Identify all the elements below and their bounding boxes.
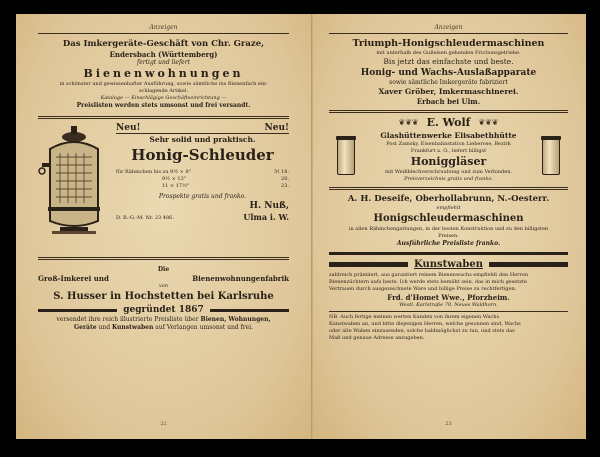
ad-graze-line: Preislisten werden stets umsonst und frei versandt. bbox=[76, 102, 251, 109]
ad-husser-founded: gegründet 1867 bbox=[123, 305, 204, 315]
ad-groeber bbox=[329, 38, 568, 106]
right-page-header: Anzeigen bbox=[434, 24, 463, 31]
ad-groeber-headline: Honig- und Wachs-Auslaßapparate bbox=[360, 68, 537, 78]
ad-separator bbox=[329, 252, 568, 255]
ad-graze bbox=[38, 39, 289, 110]
ad-dhomet-note: Kunstwaben an, und bitte diejenigen Herren, welche gesonnen sind, Wachs bbox=[329, 321, 521, 327]
ad-separator bbox=[329, 187, 568, 190]
ad-dhomet-note: Maß und genaue Adresse anzugeben. bbox=[329, 335, 425, 341]
ad-rule bbox=[329, 311, 568, 312]
ad-separator bbox=[38, 116, 289, 119]
right-page bbox=[312, 14, 586, 439]
neu-label: Neu! bbox=[116, 123, 141, 133]
left-page bbox=[16, 14, 312, 439]
ad-graze-line: Kataloge — Einschlägige Geschäftseinrichtung — bbox=[100, 95, 227, 101]
ad-separator bbox=[38, 257, 289, 260]
ad-husser-line: Geräte und Kunstwaben auf Verlangen umsonst und frei. bbox=[73, 324, 254, 331]
ad-deseife-line: Preisen. bbox=[438, 233, 459, 239]
ad-groeber-city: Erbach bei Ulm. bbox=[416, 97, 481, 106]
dimension-row: 9½ × 12" 20. bbox=[162, 176, 289, 182]
ad-groeber-line: mit unterhalb des Gußeisen gehenden Frictionsgetriebe. bbox=[376, 50, 521, 56]
ad-deseife-line: in allen Rähmchengattungen, in der besten Konstruktion und zu den billigsten bbox=[348, 226, 549, 232]
ad-nuss-patent: D. R.-G.-M. Nr. 23 486. bbox=[116, 215, 174, 221]
ad-dhomet bbox=[329, 259, 568, 342]
ad-dhomet-bar bbox=[489, 262, 568, 267]
ad-wolf bbox=[329, 116, 568, 183]
ad-dhomet-line: Vertrauen durch ausgezeichnete Ware und billige Preise zu rechtfertigen. bbox=[329, 286, 517, 292]
ad-graze-line: in schönster und gewissenhafter Ausführung, sowie sämtliche ins Bienenfach ein- bbox=[59, 81, 268, 87]
ad-husser-die: Die bbox=[157, 266, 170, 273]
ad-wolf-line: mit Weißblechverschraubung und zum Verbinden. bbox=[384, 169, 513, 175]
ad-dhomet-line: Bienenzüchtern aufs beste. Ich werde stets bemüht sein, das in mich gesetzte bbox=[329, 279, 527, 285]
ad-dhomet-bar bbox=[329, 262, 408, 267]
ad-husser-line: versendet ihre reich illustrierte Preisliste über Bienen, Wohnungen, bbox=[56, 316, 271, 323]
ad-graze-line: schlagende Artikel. bbox=[138, 88, 189, 94]
header-rule bbox=[38, 33, 289, 34]
ad-wolf-line: Post Zamsky, Eisenbahnstation Lieberose, Bezirk bbox=[386, 141, 511, 147]
ad-dhomet-note: NB. Auch fertige meinen werten Kunden von ihrem eigenen Wachs bbox=[329, 314, 500, 320]
ad-groeber-line: Bis jetzt das einfachste und beste. bbox=[383, 57, 514, 66]
ad-nuss-subtitle: Sehr solid und praktisch. bbox=[149, 135, 256, 144]
ad-husser-name: S. Husser in Hochstetten bei Karlsruhe bbox=[53, 291, 274, 302]
ad-nuss bbox=[38, 123, 289, 251]
ad-graze-place: Endersbach (Württemberg) bbox=[109, 50, 218, 59]
ad-graze-line: fertigt und liefert bbox=[136, 59, 191, 66]
ad-wolf-line: Preisverzeichnis gratis und franko. bbox=[404, 176, 493, 182]
book-spread bbox=[16, 14, 586, 439]
ornament-icon: ❦❦❦ bbox=[478, 118, 499, 127]
ad-graze-title: Das Imkergeräte-Geschäft von Chr. Graze, bbox=[62, 39, 265, 49]
ad-nuss-prospekte: Prospekte gratis und franko. bbox=[158, 193, 247, 200]
ad-wolf-name: E. Wolf bbox=[426, 116, 471, 129]
honey-jar-illustration bbox=[542, 139, 560, 175]
ad-deseife-name: A. H. Deseife, Oberhollabrunn, N.-Oesterr. bbox=[347, 194, 550, 204]
ad-dhomet-maker: Frd. d'Homet Wwe., Pforzheim. bbox=[387, 293, 510, 302]
dimension-row: 11 × 17½" 23. bbox=[162, 183, 289, 189]
ad-dhomet-addr: Westl. Karlstraße 70, Neues Waldhorn. bbox=[399, 302, 498, 308]
ad-deseife bbox=[329, 194, 568, 248]
ad-husser-line: Bienenwohnungenfabrik bbox=[192, 274, 289, 283]
ad-groeber-maker: Xaver Gröber, Imkermaschinerei. bbox=[378, 87, 519, 96]
ad-groeber-title: Triumph-Honigschleudermaschinen bbox=[352, 38, 545, 49]
ad-husser-von: von bbox=[158, 283, 169, 289]
ad-deseife-line: Ausführliche Preisliste franko. bbox=[396, 240, 501, 247]
ad-husser-bar bbox=[38, 309, 117, 312]
ad-deseife-line: empfiehlt bbox=[436, 205, 461, 211]
ad-separator bbox=[329, 110, 568, 113]
ad-husser bbox=[38, 266, 289, 332]
ad-nuss-product: Honig-Schleuder bbox=[131, 146, 274, 164]
ad-dhomet-line: zahlreich prämiiert, aus garantiert reinem Bienenwachs empfiehlt den Herren bbox=[329, 272, 529, 278]
left-page-number: 22 bbox=[160, 421, 167, 427]
honey-extractor-illustration bbox=[38, 123, 112, 241]
ad-wolf-line: Glashüttenwerke Elisabethhütte bbox=[380, 131, 517, 140]
ad-nuss-city: Ulma i. W. bbox=[243, 212, 289, 222]
header-rule bbox=[329, 33, 568, 34]
neu-label: Neu! bbox=[264, 123, 289, 133]
dimension-row: für Rähmchen bis zu 9½ × 8" ℳ 18. bbox=[116, 169, 289, 175]
ad-deseife-product: Honigschleudermaschinen bbox=[373, 213, 524, 224]
left-page-header: Anzeigen bbox=[149, 24, 178, 31]
honey-jar-illustration bbox=[337, 139, 355, 175]
ad-husser-bar bbox=[210, 309, 289, 312]
ad-wolf-product: Honiggläser bbox=[410, 155, 487, 168]
ad-wolf-line: Frankfurt a. O., liefert billigst bbox=[410, 148, 487, 154]
ornament-icon: ❦❦❦ bbox=[398, 118, 419, 127]
right-page-number: 23 bbox=[445, 421, 452, 427]
ad-dhomet-title: Kunstwaben bbox=[414, 259, 483, 270]
ad-dhomet-note: oder alte Waben einzusenden, solche baldmöglichst zu tun, und stets das bbox=[329, 328, 515, 334]
ad-nuss-maker: H. Nuß, bbox=[249, 201, 289, 211]
ad-groeber-line: sowie sämtliche Imkergeräte fabriziert bbox=[389, 79, 508, 86]
ad-graze-headline: Bienenwohnungen bbox=[83, 67, 244, 80]
ad-husser-line: Groß-Imkerei und bbox=[38, 274, 109, 283]
